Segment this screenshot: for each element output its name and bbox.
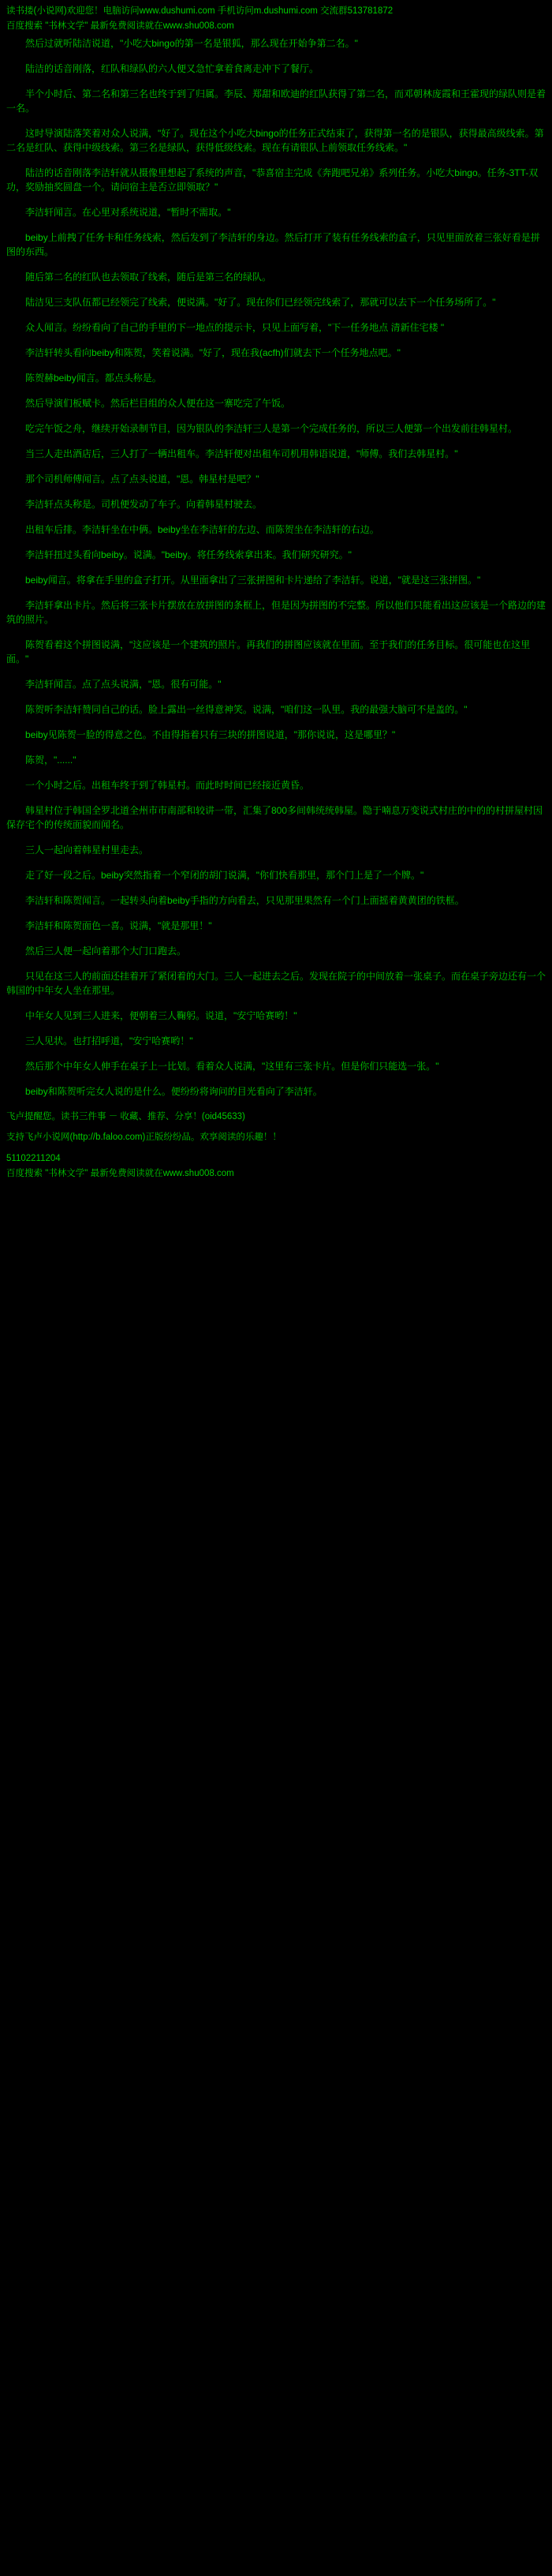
paragraph: beiby和陈贺听完女人说的是什么。便纷纷将询问的目光看向了李洁轩。 bbox=[25, 1085, 323, 1097]
paragraph: 半个小时后、第二名和第三名也终于到了归属。李辰、郑甜和欧迪的红队获得了第二名，而邓朝林庞霞和王霍现的绿队则是着一名。 bbox=[6, 88, 546, 114]
search-suffix-bottom: 最新免费阅读就在www.shu008.com bbox=[90, 1169, 234, 1179]
paragraph: 李洁轩扭过头看向beiby。说满。"beiby。将任务线索拿出来。我们研究研究。" bbox=[25, 549, 352, 560]
paragraph: 三人一起向着韩星村里走去。 bbox=[25, 844, 149, 856]
paragraph: 陈贺听李洁轩赞同自己的话。脸上露出一丝得意神笑。说满，"咱们这一队里。我的最强大脑可不是盖的。" bbox=[25, 703, 468, 715]
paragraph: 陈贺看着这个拼图说满，"这应该是一个建筑的照片。再我们的拼图应该就在里面。至于我们的任务目标。很可能也在这里面。" bbox=[6, 638, 531, 665]
search-keyword-bottom[interactable]: "书林文学" bbox=[45, 1169, 88, 1179]
paragraph: beiby闻言。将拿在手里的盒子打开。从里面拿出了三张拼图和卡片递给了李洁轩。说道，"就是这三张拼图。" bbox=[25, 574, 481, 586]
paragraph: 出租车后排。李洁轩坐在中俩。beiby坐在李洁轩的左边、而陈贺坐在李洁轩的右边。 bbox=[25, 523, 379, 535]
search-prefix-bottom: 百度搜索 bbox=[6, 1169, 43, 1179]
search-prefix-top: 百度搜索 bbox=[6, 21, 43, 32]
paragraph: 陆洁的话音刚落李洁轩就从摄像里想起了系统的声音，"恭喜宿主完成《奔跑吧兄弟》系列任务。小吃大bingo。任务-3TT-双功，奖励抽奖圆盘一个。请问宿主是否立即领取？" bbox=[6, 167, 539, 193]
search-suffix-top: 最新免费阅读就在www.shu008.com bbox=[90, 21, 234, 32]
paragraph: 然后三人便一起向着那个大门口跑去。 bbox=[25, 945, 187, 957]
paragraph: 陈贺赫beiby闻言。都点头称是。 bbox=[25, 372, 162, 384]
paragraph: 随后第二名的红队也去领取了线索，随后是第三名的绿队。 bbox=[25, 271, 272, 283]
paragraph: 李洁轩和陈贺面色一喜。说满，"就是那里！" bbox=[25, 919, 212, 931]
search-hint-top bbox=[6, 20, 546, 33]
paragraph: 当三人走出酒店后，三人打了一辆出租车。李洁轩便对出租车司机用韩语说道，"师傅。我们去韩星村。" bbox=[25, 447, 458, 459]
paragraph: 那个司机师傅闻言。点了点头说道，"恩。韩星村是吧？" bbox=[25, 473, 259, 485]
paragraph: beiby见陈贺一脸的得意之色。不由得指着只有三块的拼图说道，"那你说说，这是哪里？" bbox=[25, 728, 396, 740]
paragraph: 一个小时之后。出租车终于到了韩星村。而此时时间已经接近黄昏。 bbox=[25, 779, 310, 791]
paragraph: 然后导演们板赋卡。然后栏目组的众人便在这一寨吃完了午饭。 bbox=[25, 397, 291, 409]
paragraph: 陆洁的话音刚落，红队和绿队的六人便又急忙拿着食离走冲下了餐厅。 bbox=[25, 62, 319, 74]
site-header-line: 读书搂(小说网)欢迎您！电脑访问www.dushumi.com 手机访问m.dushumi.com 交流群513781872 bbox=[6, 6, 393, 16]
search-hint-bottom bbox=[6, 1167, 546, 1181]
paragraph: beiby上前拽了任务卡和任务线索，然后发到了李洁轩的身边。然后打开了装有任务线索的盒子，只见里面放着三张好看是拼图的东西。 bbox=[6, 231, 540, 257]
paragraph: 这时导演陆落笑着对众人说满，"好了。现在这个小吃大bingo的任务正式结束了，获得第一名的是银队，获得最高级线索。第二名是红队、获得中级线索。第三名是绿队，获得低级线索。现在有请银队上前领取任务线索。" bbox=[6, 127, 544, 153]
paragraph: 李洁轩闻言。在心里对系统说道，"暂时不需取。" bbox=[25, 206, 231, 218]
paragraph: 只见在这三人的前面还挂着开了紧闭着的大门。三人一起进去之后。发现在院子的中间放着一张桌子。而在桌子旁边还有一个韩国的中年女人坐在那里。 bbox=[6, 970, 546, 996]
paragraph: 然后过就听陆洁说道，"小吃大bingo的第一名是银狐，那么现在开始争第二名。" bbox=[25, 37, 358, 49]
paragraph: 走了好一段之后。beiby突然指着一个窄闭的胡门说满，"你们快看那里，那个门上是了一个牌。" bbox=[25, 869, 424, 881]
search-keyword-top[interactable]: "书林文学" bbox=[45, 21, 88, 32]
paragraph: 韩星村位于韩国全罗北道全州市市南部和较讲一带，汇集了800多间韩统统韩屋。隐于喃息万变说式村庄的中的的村拼屋村因保存宅个的传统面貌而闻名。 bbox=[6, 804, 543, 830]
paragraph: 陆洁见三支队伍都已经领完了线索，便说满。"好了。现在你们已经领完线索了，那就可以去下一个任务场所了。" bbox=[25, 296, 496, 308]
paragraph: 陈贺，"......" bbox=[25, 754, 76, 766]
footer-note-2: 支持飞卢小说网(http://b.faloo.com)正版纷纷品。欢享阅读的乐趣！！ bbox=[6, 1133, 282, 1143]
paragraph: 李洁轩和陈贺闻言。一起转头向着beiby手指的方向看去，只见那里果然有一个门上面摇着黄黄团的铁框。 bbox=[25, 894, 464, 906]
paragraph: 李洁轩转头看向beiby和陈贺，笑着说满。"好了，现在我(acfh)们就去下一个任务地点吧。" bbox=[25, 346, 401, 358]
paragraph: 吃完午饭之舟，继续开始录制节目，因为银队的李洁轩三人是第一个完成任务的，所以三人便第一个出发前往韩星村。 bbox=[25, 422, 518, 434]
footer-note-1: 飞卢提醒您。读书三件事 － 收藏、推荐、分享！(oid45633) bbox=[6, 1111, 245, 1121]
paragraph: 众人闻言。纷纷看向了自己的手里的下一地点的提示卡，只见上面写着，"下一任务地点 清新住宅楼 " bbox=[25, 321, 445, 333]
paragraph: 然后那个中年女人伸手在桌子上一比划。看着众人说满，"这里有三张卡片。但是你们只能选一张。" bbox=[25, 1060, 439, 1072]
chapter-body bbox=[6, 36, 546, 1099]
paragraph: 三人见状。也打招呼道，"安宁哈赛哟！" bbox=[25, 1035, 193, 1046]
footer-note-3: 51102211204 bbox=[6, 1153, 61, 1163]
paragraph: 李洁轩闻言。点了点头说满，"恩。很有可能。" bbox=[25, 678, 222, 690]
paragraph: 中年女人见到三人进来，便朝着三人鞠躬。说道，"安宁哈赛哟！" bbox=[25, 1009, 297, 1021]
site-header bbox=[6, 5, 546, 18]
paragraph: 李洁轩拿出卡片。然后将三张卡片摆放在放拼图的条框上，但是因为拼图的不完整。所以他们只能看出这应该是一个路边的建筑的照片。 bbox=[6, 599, 546, 625]
paragraph: 李洁轩点头称是。司机便发动了车子。向着韩星村驶去。 bbox=[25, 498, 263, 510]
footer-notes bbox=[6, 1110, 546, 1166]
